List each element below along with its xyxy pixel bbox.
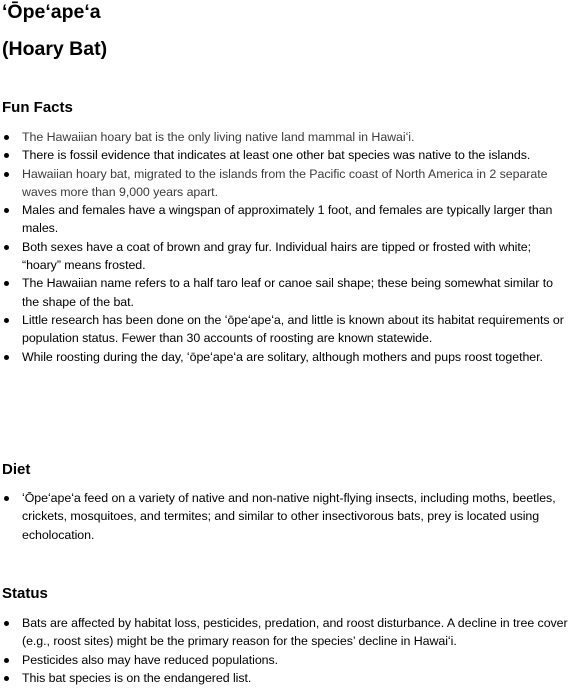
- status-heading: Status: [2, 585, 48, 602]
- bullet-icon: [4, 355, 9, 360]
- diet-list: [0, 489, 568, 544]
- bullet-icon: [4, 621, 9, 626]
- status-list: [0, 614, 568, 687]
- list-item: [0, 128, 568, 146]
- bullet-icon: [4, 676, 9, 681]
- bullet-icon: [4, 172, 9, 177]
- bullet-icon: [4, 658, 9, 663]
- list-item-text: The Hawaiian name refers to a half taro leaf or canoe sail shape; these being somewhat similar to the shape of the bat.: [22, 276, 553, 309]
- list-item: [0, 651, 568, 669]
- list-item-text: ʻŌpeʻapeʻa feed on a variety of native and non-native night-flying insects, including moths, beetles, crickets, mosquitoes, and termites; and similar to other insectivorous bats, prey is located using echolocation.: [22, 491, 556, 542]
- bullet-icon: [4, 245, 9, 250]
- bullet-icon: [4, 281, 9, 286]
- bullet-icon: [4, 153, 9, 158]
- list-item: [0, 201, 568, 238]
- list-item-text: There is fossil evidence that indicates at least one other bat species was native to the islands.: [22, 148, 531, 163]
- list-item-text: This bat species is on the endangered list.: [22, 670, 252, 685]
- list-item-text: Little research has been done on the ʻōpeʻapeʻa, and little is known about its habitat requirements or population status. Fewer than 30 accounts of roosting are known statewide.: [22, 312, 564, 346]
- list-item-text: Hawaiian hoary bat, migrated to the islands from the Pacific coast of North America in 2 separate waves more than 9,000 years apart.: [22, 166, 548, 199]
- bullet-icon: [4, 496, 9, 501]
- bullet-icon: [4, 208, 9, 213]
- list-item-text: The Hawaiian hoary bat is the only living native land mammal in Hawaiʻi.: [22, 130, 415, 144]
- list-item: [0, 311, 568, 348]
- fun-facts-list: [0, 128, 568, 366]
- list-item: [0, 165, 568, 202]
- document-title: ʻŌpeʻapeʻa: [2, 1, 101, 23]
- diet-heading: Diet: [2, 461, 31, 478]
- list-item-text: While roosting during the day, ʻōpeʻapeʻa are solitary, although mothers and pups roost together.: [22, 349, 543, 364]
- list-item: [0, 274, 568, 311]
- bullet-icon: [4, 318, 9, 323]
- list-item-text: Bats are affected by habitat loss, pesticides, predation, and roost disturbance. A decline in tree cover (e.g., roost sites) might be the primary reason for the species’ decline in Hawaiʻi.: [22, 616, 568, 649]
- fun-facts-heading: Fun Facts: [2, 99, 73, 116]
- list-item-text: Both sexes have a coat of brown and gray fur. Individual hairs are tipped or frosted with white; “hoary” means frosted.: [22, 239, 532, 273]
- list-item: [0, 614, 568, 651]
- list-item: [0, 146, 568, 164]
- list-item: [0, 489, 568, 544]
- list-item: [0, 348, 568, 366]
- list-item: [0, 669, 568, 687]
- list-item-text: Pesticides also may have reduced populations.: [22, 652, 279, 667]
- document-subtitle: (Hoary Bat): [2, 38, 108, 60]
- list-item-text: Males and females have a wingspan of approximately 1 foot, and females are typically larger than males.: [22, 203, 553, 236]
- bullet-icon: [4, 135, 9, 140]
- list-item: [0, 238, 568, 275]
